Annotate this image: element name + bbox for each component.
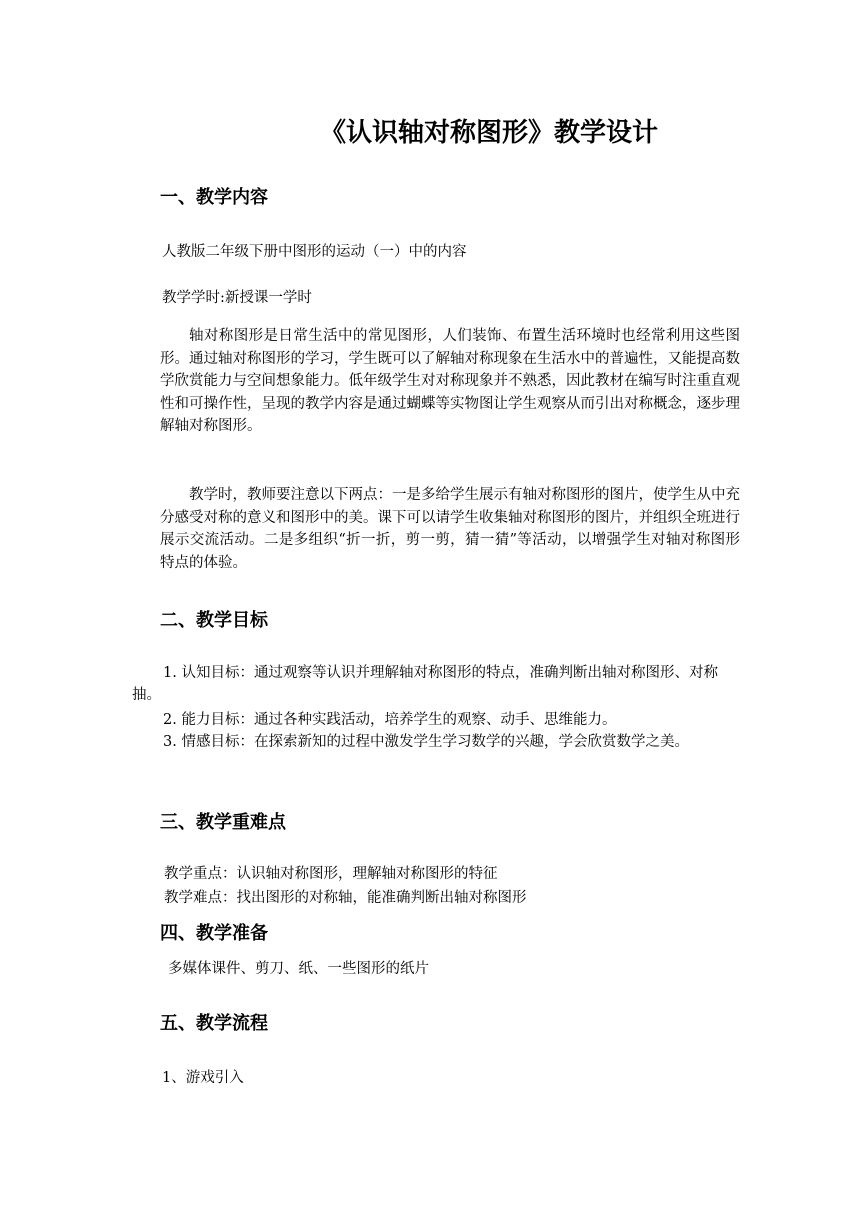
content-paragraph-1: 轴对称图形是日常生活中的常见图形，人们装饰、布置生活环境时也经常利用这些图形。通过轴对称图形的学习，学生既可以了解轴对称现象在生活水中的普遍性，又能提高数学欣赏能力与空间想象能力。低年级学生对对称现象并不熟悉，因此教材在编写时注重直观性和可操作性，呈现的教学内容是通过蝴蝶等实物图让学生观察从而引出对称概念，逐步理解轴对称图形。 — [160, 328, 740, 435]
content-paragraph-2: 教学时，教师要注意以下两点：一是多给学生展示有轴对称图形的图片，使学生从中充分感受对称的意义和图形中的美。课下可以请学生收集轴对称图形的图片，并组织全班进行展示交流活动。二是多组织“折一折，剪一剪，猜一猜”等活动，以增强学生对轴对称图形特点的体验。 — [160, 487, 740, 571]
key-point: 教学重点：认识轴对称图形，理解轴对称图形的特征 — [164, 866, 498, 882]
content-line-hours: 教学学时:新授课一学时 — [162, 290, 312, 306]
materials-list: 多媒体课件、剪刀、纸、一些图形的纸片 — [168, 961, 429, 977]
section-heading-goals: 二、教学目标 — [160, 610, 268, 631]
difficult-point: 教学难点：找出图形的对称轴，能准确判断出轴对称图形 — [164, 890, 527, 906]
goal-ability: 2. 能力目标：通过各种实践活动，培养学生的观察、动手、思维能力。 — [163, 712, 617, 728]
content-line-textbook: 人教版二年级下册中图形的运动（一）中的内容 — [162, 244, 467, 260]
goal-emotion-text: 3. 情感目标：在探索新知的过程中激发学生学习数学的兴趣，学会欣赏数学之美。 — [163, 734, 689, 750]
goal-cognitive — [132, 662, 738, 706]
section-heading-keypoints: 三、教学重难点 — [160, 812, 286, 833]
document-title: 《认识轴对称图形》教学设计 — [320, 118, 659, 148]
goal-emotion — [132, 731, 738, 753]
section-heading-process: 五、教学流程 — [160, 1013, 268, 1034]
section-heading-preparation: 四、教学准备 — [160, 923, 268, 944]
goal-cognitive-text: 1. 认知目标：通过观察等认识并理解轴对称图形的特点，准确判断出轴对称图形、对称抽。 — [132, 665, 718, 703]
process-step-1: 1、游戏引入 — [162, 1070, 244, 1086]
section-heading-content: 一、教学内容 — [160, 187, 268, 208]
